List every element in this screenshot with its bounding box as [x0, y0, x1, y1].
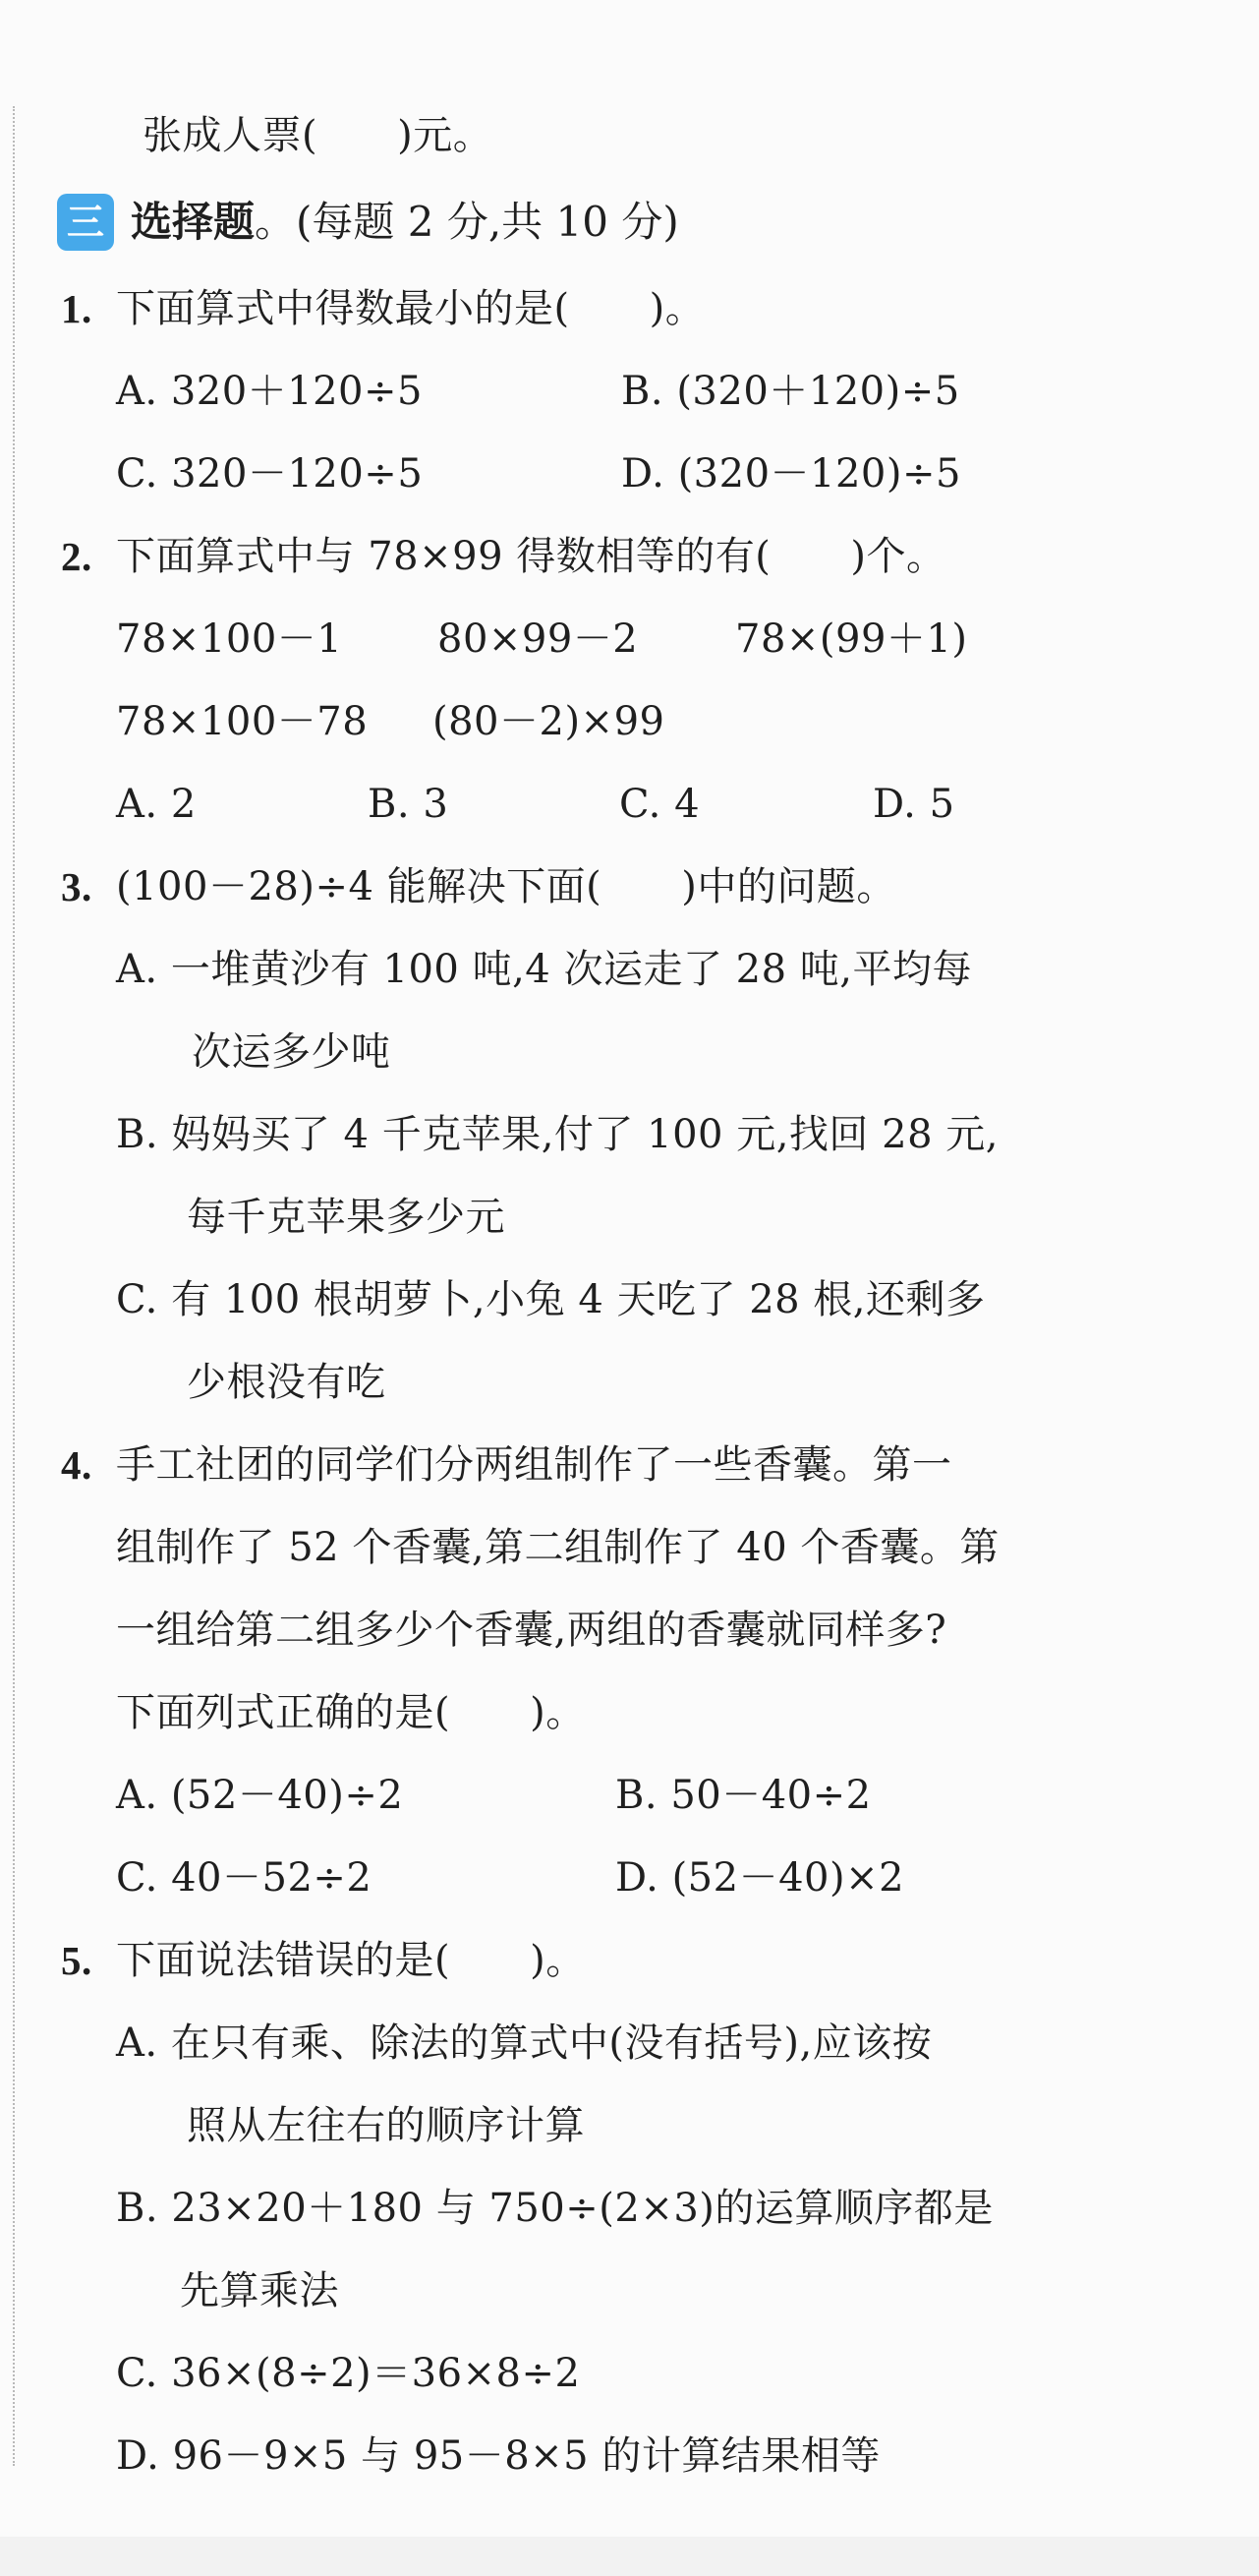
question-2-option-b[interactable]: B. 3 — [368, 782, 449, 827]
section-title: 选择题 — [131, 198, 256, 246]
question-1-stem: 下面算式中得数最小的是( )。 — [116, 286, 706, 331]
section-score-note: 。(每题 2 分,共 10 分) — [255, 198, 679, 246]
question-3-option-b-line-1[interactable]: B. 妈妈买了 4 千克苹果,付了 100 元,找回 28 元, — [116, 1112, 999, 1157]
question-4-option-d[interactable]: D. (52－40)×2 — [615, 1855, 905, 1901]
question-1-number: 1. — [61, 286, 92, 331]
question-3-number: 3. — [61, 864, 92, 909]
question-2-expression-4: 78×100－78 — [116, 699, 369, 744]
question-5-option-a-line-2: 照从左往右的顺序计算 — [187, 2103, 585, 2148]
question-2-option-c[interactable]: C. 4 — [619, 782, 701, 827]
question-5-number: 5. — [61, 1938, 92, 1983]
question-4-stem-line-1: 手工社团的同学们分两组制作了一些香囊。第一 — [116, 1442, 952, 1488]
section-number-badge: 三 — [57, 194, 114, 251]
question-1-option-d[interactable]: D. (320－120)÷5 — [621, 451, 961, 497]
question-3-stem: (100－28)÷4 能解决下面( )中的问题。 — [116, 864, 896, 909]
question-2-expression-2: 80×99－2 — [437, 616, 639, 662]
previous-question-tail: 张成人票( )元。 — [143, 113, 493, 158]
question-1-option-a[interactable]: A. 320＋120÷5 — [116, 369, 423, 414]
question-5-stem: 下面说法错误的是( )。 — [116, 1938, 586, 1983]
question-2-expression-5: (80－2)×99 — [432, 699, 665, 744]
question-4-option-b[interactable]: B. 50－40÷2 — [615, 1773, 872, 1818]
question-5-option-d[interactable]: D. 96－9×5 与 95－8×5 的计算结果相等 — [116, 2433, 881, 2479]
question-4-stem-line-2: 组制作了 52 个香囊,第二组制作了 40 个香囊。第 — [116, 1525, 1000, 1570]
question-5-option-c[interactable]: C. 36×(8÷2)＝36×8÷2 — [116, 2351, 581, 2396]
question-3-option-c-line-2: 少根没有吃 — [187, 1360, 386, 1405]
question-3-option-a-line-2: 次运多少吨 — [192, 1029, 391, 1075]
question-4-stem-line-4: 下面列式正确的是( )。 — [116, 1690, 586, 1735]
question-5-option-b-line-2: 先算乘法 — [180, 2268, 339, 2313]
section-heading — [131, 194, 679, 251]
question-2-number: 2. — [61, 534, 92, 579]
question-3-option-c-line-1[interactable]: C. 有 100 根胡萝卜,小兔 4 天吃了 28 根,还剩多 — [116, 1277, 986, 1322]
question-1-option-c[interactable]: C. 320－120÷5 — [116, 451, 424, 497]
question-3-option-a-line-1[interactable]: A. 一堆黄沙有 100 吨,4 次运走了 28 吨,平均每 — [116, 947, 973, 992]
question-4-number: 4. — [61, 1442, 92, 1488]
page-bottom-band — [0, 2537, 1259, 2576]
binding-margin-line — [13, 106, 15, 2466]
question-2-stem: 下面算式中与 78×99 得数相等的有( )个。 — [116, 534, 946, 579]
question-3-option-b-line-2: 每千克苹果多少元 — [187, 1195, 505, 1240]
question-2-expression-1: 78×100－1 — [116, 616, 343, 662]
question-2-expression-3: 78×(99＋1) — [735, 616, 968, 662]
question-2-option-a[interactable]: A. 2 — [116, 782, 197, 827]
question-5-option-a-line-1[interactable]: A. 在只有乘、除法的算式中(没有括号),应该按 — [116, 2020, 933, 2066]
question-2-option-d[interactable]: D. 5 — [873, 782, 955, 827]
question-4-stem-line-3: 一组给第二组多少个香囊,两组的香囊就同样多? — [116, 1608, 947, 1653]
question-4-option-a[interactable]: A. (52－40)÷2 — [116, 1773, 404, 1818]
question-5-option-b-line-1[interactable]: B. 23×20＋180 与 750÷(2×3)的运算顺序都是 — [116, 2186, 994, 2231]
question-4-option-c[interactable]: C. 40－52÷2 — [116, 1855, 372, 1901]
question-1-option-b[interactable]: B. (320＋120)÷5 — [621, 369, 960, 414]
